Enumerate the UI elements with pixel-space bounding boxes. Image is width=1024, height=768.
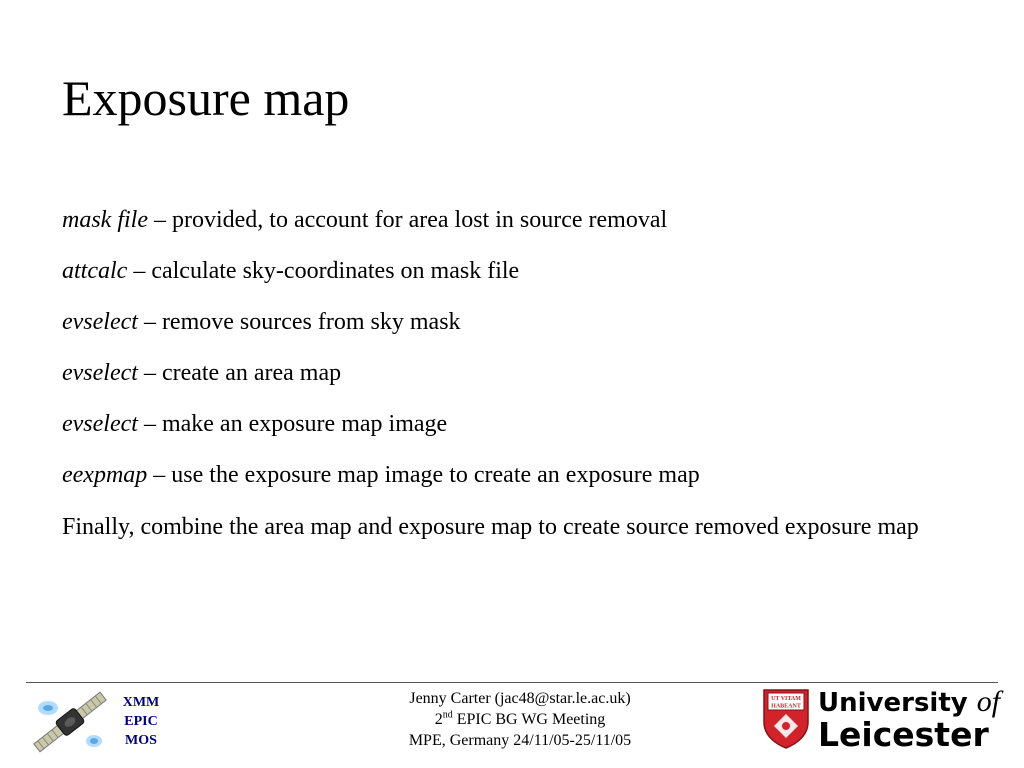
footer-venue-dates: MPE, Germany 24/11/05-25/11/05 xyxy=(408,732,632,749)
footer-meeting xyxy=(330,709,710,730)
command-description: – use the exposure map image to create an exposure map xyxy=(147,462,700,488)
xmm-satellite-icon xyxy=(24,686,116,758)
mission-line: EPIC xyxy=(124,714,158,729)
meeting-ordinal: 2 xyxy=(434,711,443,728)
slide-title: Exposure map xyxy=(62,70,350,126)
command-name: eexpmap xyxy=(62,462,148,488)
mission-line: XMM xyxy=(122,695,160,710)
footer-author: Jenny Carter (jac48@star.le.ac.uk) xyxy=(409,690,631,707)
university-crest-icon xyxy=(762,688,810,750)
command-name: mask file xyxy=(62,207,148,233)
command-list xyxy=(62,203,962,509)
command-description: – make an exposure map image xyxy=(137,411,448,437)
university-word: University xyxy=(818,688,977,718)
footer-meeting-info xyxy=(330,688,710,751)
command-description: – calculate sky-coordinates on mask file xyxy=(127,258,520,284)
command-name: evselect xyxy=(62,309,138,335)
final-paragraph: Finally, combine the area map and exposure map to create source removed exposure map xyxy=(62,514,919,540)
mission-line: MOS xyxy=(125,733,157,748)
command-name: evselect xyxy=(62,411,138,437)
list-item xyxy=(62,203,962,254)
list-item xyxy=(62,254,962,305)
university-logo xyxy=(762,685,1002,754)
list-item xyxy=(62,407,962,458)
crest-motto-line: HABEANT xyxy=(771,703,801,710)
command-description: – create an area map xyxy=(137,360,342,386)
list-item xyxy=(62,458,962,509)
command-description: – provided, to account for area lost in source removal xyxy=(147,207,668,233)
footer-divider xyxy=(26,682,998,683)
meeting-ordinal-suffix: nd xyxy=(442,709,453,721)
meeting-name: EPIC BG WG Meeting xyxy=(452,711,606,728)
list-item xyxy=(62,356,962,407)
university-of: of xyxy=(976,685,1001,718)
list-item xyxy=(62,305,962,356)
command-description: – remove sources from sky mask xyxy=(137,309,461,335)
mission-label xyxy=(113,693,169,750)
command-name: evselect xyxy=(62,360,138,386)
crest-motto-line: UT VITAM xyxy=(771,696,801,702)
university-wordmark-line2: Leicester xyxy=(818,715,989,754)
command-name: attcalc xyxy=(62,258,128,284)
